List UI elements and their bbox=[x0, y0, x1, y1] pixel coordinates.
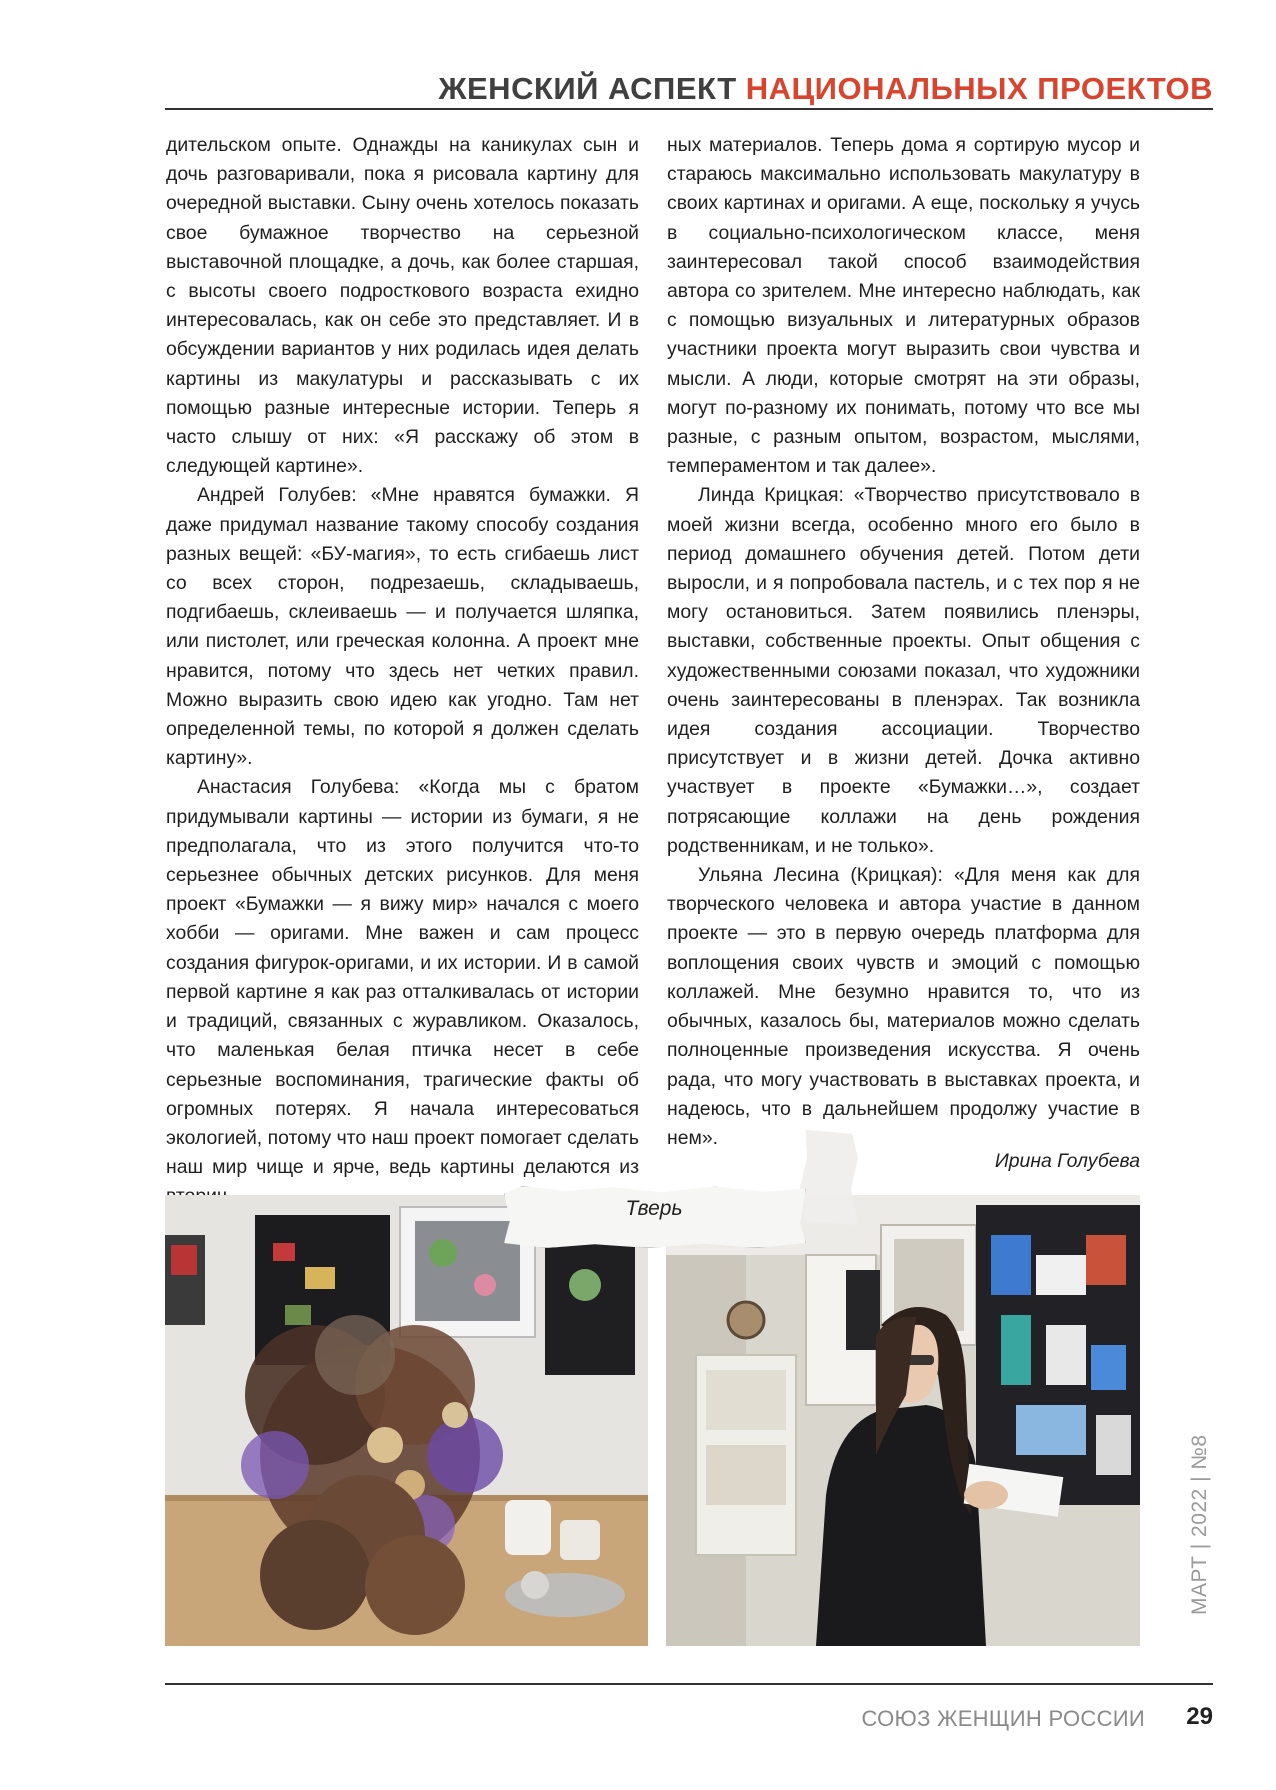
header-title-part1: ЖЕНСКИЙ АСПЕКТ bbox=[438, 71, 746, 106]
paragraph: Андрей Голубев: «Мне нравятся бумажки. Я даже придумал название такому способу создания разных вещей: «БУ-магия», то есть сгибаешь лист со всех сторон, подрезаешь, складываешь, подгибаешь, склеиваешь — и получается шляпка, или пистолет, или греческая колонна. А проект мне нравится, потому что здесь нет четких правил. Можно выразить свою идею как угодно. Там нет определенной темы, по которой я должен сделать картину». bbox=[166, 484, 639, 770]
page-header bbox=[165, 68, 1213, 110]
photo-dried-flowers bbox=[165, 1195, 648, 1646]
paragraph: Ульяна Лесина (Крицкая): «Для меня как для творческого человека и автора участие в данном проекте — это в первую очередь платформа для воплощения своих чувств и эмоций с помощью коллажей. Мне безумно нравится то, что из обычных, казалось бы, материалов можно сделать полноценные произведения искусства. Я очень рада, что могу участвовать в выставках проекта, и надеюсь, что в дальнейшем продолжу участие в нем». bbox=[667, 864, 1140, 1149]
photo-dried-flowers-image bbox=[165, 1195, 648, 1646]
footer-divider bbox=[165, 1683, 1213, 1685]
photo-caption: Тверь bbox=[625, 1197, 683, 1220]
footer-organization: СОЮЗ ЖЕНЩИН РОССИИ bbox=[861, 1706, 1145, 1731]
paragraph: Анастасия Голубева: «Когда мы с братом придумывали картины — истории из бумаги, я не предполагала, что из этого получится что-то серьезнее обычных детских рисунков. Для меня проект «Бумажки — я вижу мир» начался с моего хобби — оригами. Мне важен и сам процесс создания фигурок-оригами, и их истории. И в самой первой картине я как раз отталкивалась от истории и традиций, связанных с журавликом. Оказалось, что маленькая белая птичка несет в себе серьезные воспоминания, трагические факты об огромных потерях. Я начала интересоваться экологией, потому что наш проект помогает сделать наш мир чище и ярче, ведь картины делаются из bbox=[166, 776, 639, 1179]
paragraph: ных материалов. Теперь дома я сортирую мусор и стараюсь максимально использовать макулатуру в своих картинах и оригами. А еще, поскольку я учусь в социально-психологическом классе, меня заинтересовал такой способ взаимодействия автора со зрителем. Мне интересно наблюдать, как с помощью визуальных и литературных образов участники проекта могут выразить свои чувства и мысли. А люди, которые смотрят на эти образы, могут по-разному их понимать, потому что все мы разные, с разным опытом, возрастом, мыслями, темпераментом и так далее». bbox=[667, 134, 1140, 478]
article-author: Ирина Голубева bbox=[994, 1150, 1140, 1172]
right-text-column bbox=[667, 131, 1140, 1153]
photo-woman-at-exhibition bbox=[666, 1195, 1140, 1646]
paragraph: дительском опыте. Однажды на каникулах сын и дочь разговаривали, пока я рисовала картину для очередной выставки. Сыну очень хотелось показать свое бумажное творчество на серьезной выставочной площадке, а дочь, как более старшая, с высоты своего подросткового возраста ехидно интересовалась, как он себе это представляет. И в обсуждении вариантов у них родилась идея делать картины из макулатуры и рассказывать с их помощью разные интересные истории. Теперь я часто слышу от них: «Я расскажу об этом в следующей картине». bbox=[166, 134, 639, 478]
header-title-part2: НАЦИОНАЛЬНЫХ ПРОЕКТОВ bbox=[745, 71, 1213, 106]
paper-tape-decoration bbox=[800, 1130, 858, 1225]
issue-sidebar: МАРТ | 2022 | №8 bbox=[1188, 1434, 1211, 1615]
photo-woman-at-exhibition-image bbox=[666, 1195, 1140, 1646]
page-number: 29 bbox=[1186, 1703, 1213, 1730]
paragraph: Линда Крицкая: «Творчество присутствовало в моей жизни всегда, особенно много его было в период домашнего обучения детей. Потом дети выросли, и я попробовала пастель, и с тех пор я не могу остановиться. Затем появились пленэры, выставки, собственные проекты. Опыт общения с художественными союзами показал, что художники очень заинтересованы в пленэрах. Так возникла идея создания ассоциации. Творчество присутствует и в жизни детей. Дочка активно участвует в проекте «Бумажки…», создает потрясающие коллажи на день рождения родственникам, и не только». bbox=[667, 484, 1140, 857]
header-divider bbox=[165, 108, 1213, 110]
left-text-column bbox=[166, 131, 639, 1212]
